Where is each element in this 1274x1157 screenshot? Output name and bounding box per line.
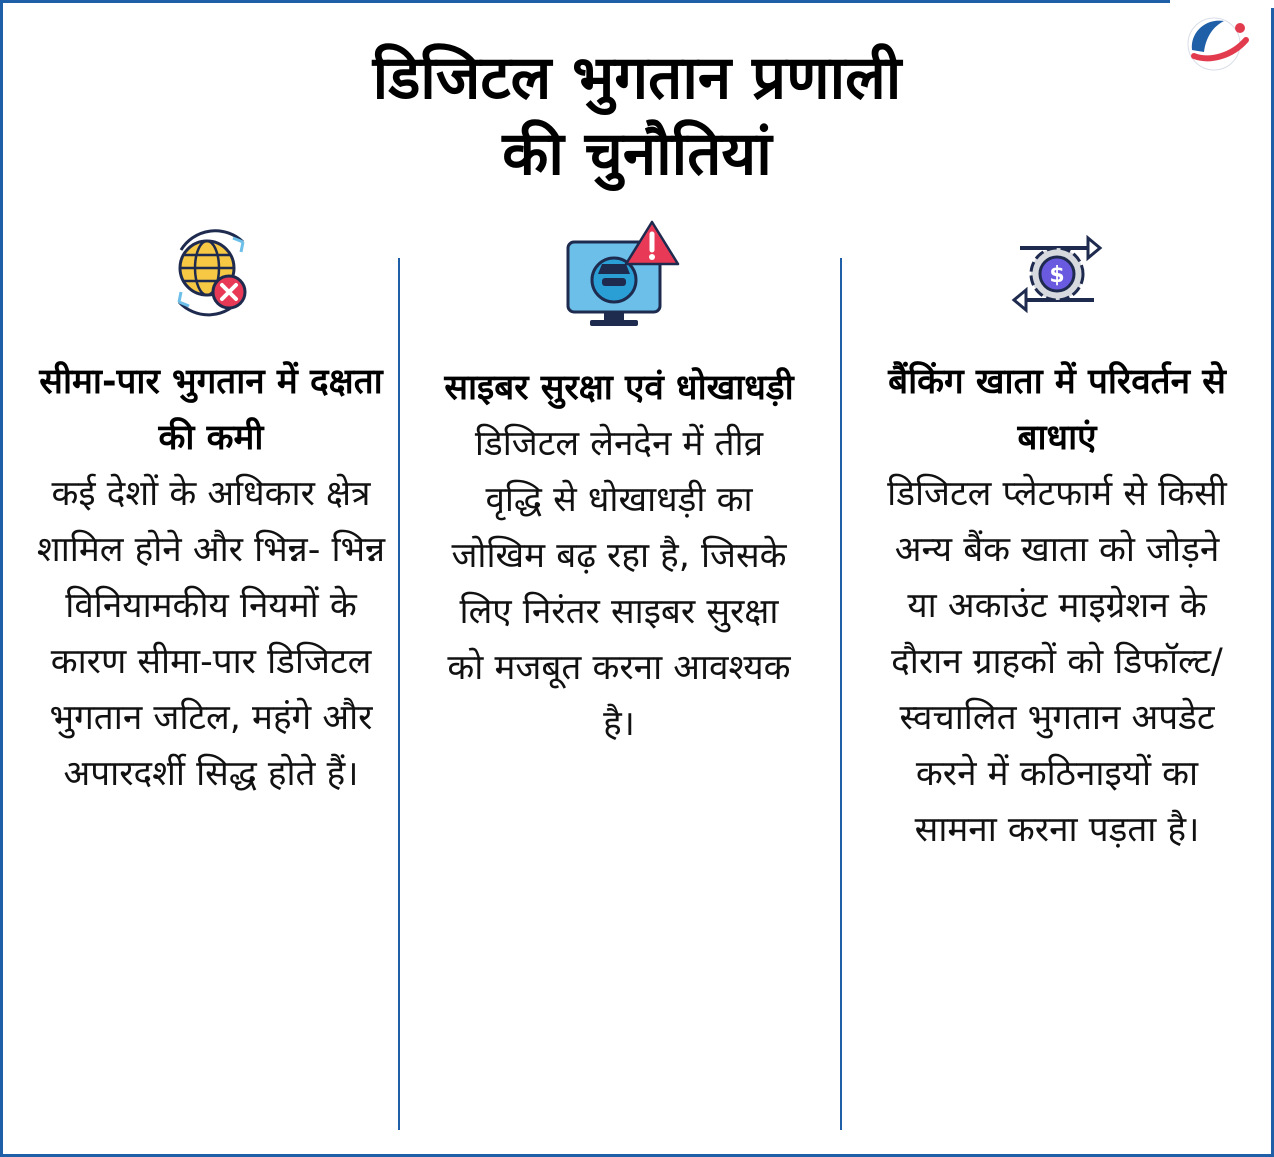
- column-heading: साइबर सुरक्षा एवं धोखाधड़ी: [444, 368, 794, 408]
- frame-notch: [1170, 0, 1274, 8]
- title-line-1: डिजिटल भुगतान प्रणाली: [372, 43, 902, 113]
- column-heading: बैंकिंग खाता में परिवर्तन से बाधाएं: [888, 362, 1226, 458]
- column-body: कई देशों के अधिकार क्षेत्र शामिल होने और भिन्न- भिन्न विनियामकीय नियमों के कारण सीमा-पार डिजिटल भुगतान जटिल, महंगे और अपारदर्शी सिद्ध होते हैं।: [36, 474, 386, 794]
- column-body: डिजिटल लेनदेन में तीव्र वृद्धि से धोखाधड़ी का जोखिम बढ़ रहा है, जिसके लिए निरंतर साइबर सुरक्षा को मजबूत करना आवश्यक है।: [447, 424, 791, 744]
- column-divider: [840, 258, 842, 1130]
- globe-blocked-icon: [159, 220, 263, 324]
- cyber-threat-icon: [554, 220, 684, 330]
- column-cyber-security: [444, 220, 794, 752]
- page-title: [0, 40, 1274, 192]
- column-bank-account-change: [882, 220, 1232, 858]
- column-body: डिजिटल प्लेटफार्म से किसी अन्य बैंक खाता को जोड़ने या अकाउंट माइग्रेशन के दौरान ग्राहकों को डिफॉल्ट/स्वचालित भुगतान अपडेट करने में कठिनाइयों का सामना करना पड़ता है।: [887, 474, 1227, 850]
- column-cross-border: [36, 220, 386, 802]
- title-line-2: की चुनौतियां: [502, 119, 772, 189]
- svg-text:$: $: [1049, 263, 1065, 288]
- column-heading: सीमा-पार भुगतान में दक्षता की कमी: [39, 362, 383, 458]
- money-transfer-icon: [1002, 220, 1112, 324]
- column-divider: [398, 258, 400, 1130]
